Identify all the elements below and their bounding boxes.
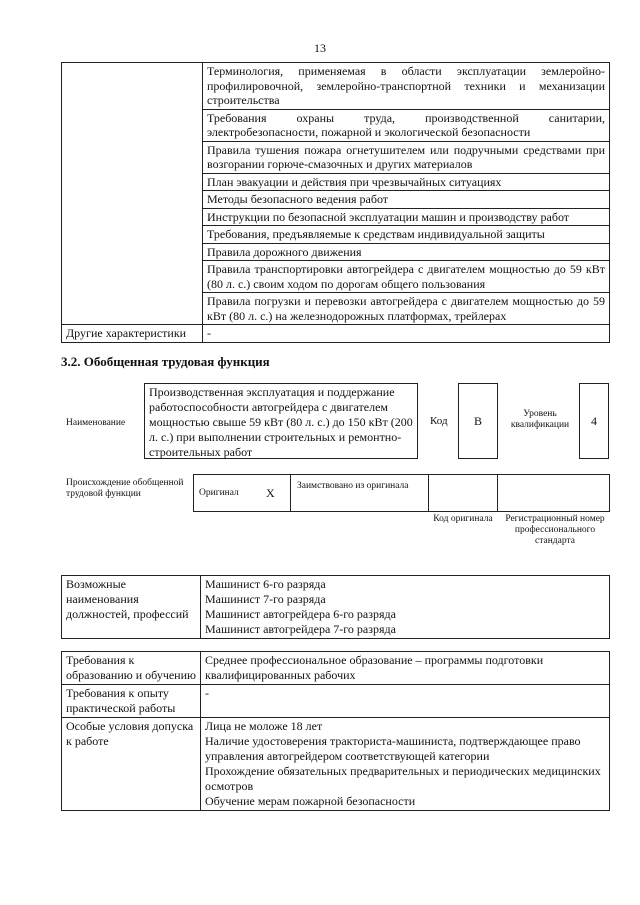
reg-number-label: Регистрационный номер профессионального стандарта	[505, 514, 605, 546]
experience-label: Требования к опыту практической работы	[62, 685, 201, 718]
positions-table	[61, 575, 610, 639]
list-item: Лица не моложе 18 лет	[205, 719, 323, 733]
positions-list	[201, 576, 610, 639]
origin-divider	[428, 474, 429, 512]
list-item: Машинист автогрейдера 6-го разряда	[205, 607, 396, 621]
list-item: Обучение мерам пожарной безопасности	[205, 794, 416, 808]
positions-label: Возможные наименования должностей, профессий	[62, 576, 201, 639]
name-label: Наименование	[66, 418, 126, 428]
table-row: Требования охраны труда, производственной санитарии, электробезопасности, пожарной и экологической безопасности	[203, 109, 610, 141]
borrowed-label: Заимствовано из оригинала	[297, 481, 409, 491]
origin-box	[193, 474, 610, 512]
table-row: Правила транспортировки автогрейдера с двигателем мощностью до 59 кВт (80 л. с.) своим ходом по дорогам общего пользования	[203, 261, 610, 293]
table-row: Правила дорожного движения	[203, 243, 610, 261]
special-conditions-list	[201, 718, 610, 811]
origin-label: Происхождение обобщенной трудовой функции	[66, 478, 184, 499]
code-original-label: Код оригинала	[433, 514, 493, 524]
table-row: Терминология, применяемая в области эксплуатации землеройно-профилировочной, землеройно-транспортной техники и механизации строительства	[203, 63, 610, 110]
code-value-box: B	[458, 383, 498, 459]
other-characteristics-value: -	[203, 325, 610, 343]
education-label: Требования к образованию и обучению	[62, 652, 201, 685]
list-item: Машинист 7-го разряда	[205, 592, 326, 606]
list-item: Машинист 6-го разряда	[205, 577, 326, 591]
origin-divider	[497, 474, 498, 512]
function-name-box: Производственная эксплуатация и поддержание работоспособности автогрейдера с двигателем мощностью свыше 59 кВт (80 л. с.) до 150 кВт (200 л. с.) при выполнении строительных и ремонтно-строительных работ	[144, 383, 418, 459]
knowledge-table	[61, 62, 610, 343]
other-characteristics-label: Другие характеристики	[62, 325, 203, 343]
list-item: Прохождение обязательных предварительных и периодических медицинских осмотров	[205, 764, 601, 793]
level-value-box: 4	[579, 383, 609, 459]
education-value: Среднее профессиональное образование – программы подготовки квалифицированных рабочих	[201, 652, 610, 685]
list-item: Машинист автогрейдера 7-го разряда	[205, 622, 396, 636]
table-row: Правила тушения пожара огнетушителем или подручными средствами при возгорании горюче-смазочных и других материалов	[203, 141, 610, 173]
origin-divider	[290, 474, 291, 512]
table-row: Требования, предъявляемые к средствам индивидуальной защиты	[203, 226, 610, 244]
original-mark: X	[266, 486, 275, 500]
table-row: План эвакуации и действия при чрезвычайных ситуациях	[203, 173, 610, 191]
experience-value: -	[201, 685, 610, 718]
table-row: Правила погрузки и перевозки автогрейдера с двигателем мощностью до 59 кВт (80 л. с.) на железнодорожных платформах, трейлерах	[203, 293, 610, 325]
table-row: Методы безопасного ведения работ	[203, 191, 610, 209]
list-item: Наличие удостоверения тракториста-машиниста, подтверждающее право управления автогрейдером соответствующей категории	[205, 734, 581, 763]
requirements-table	[61, 651, 610, 811]
table-row: Инструкции по безопасной эксплуатации машин и производству работ	[203, 208, 610, 226]
level-label: Уровень квалификации	[510, 409, 570, 430]
code-label: Код	[430, 415, 448, 427]
page-number: 13	[314, 41, 326, 55]
special-conditions-label: Особые условия допуска к работе	[62, 718, 201, 811]
section-title: 3.2. Обобщенная трудовая функция	[61, 354, 270, 369]
original-label: Оригинал	[199, 488, 239, 498]
